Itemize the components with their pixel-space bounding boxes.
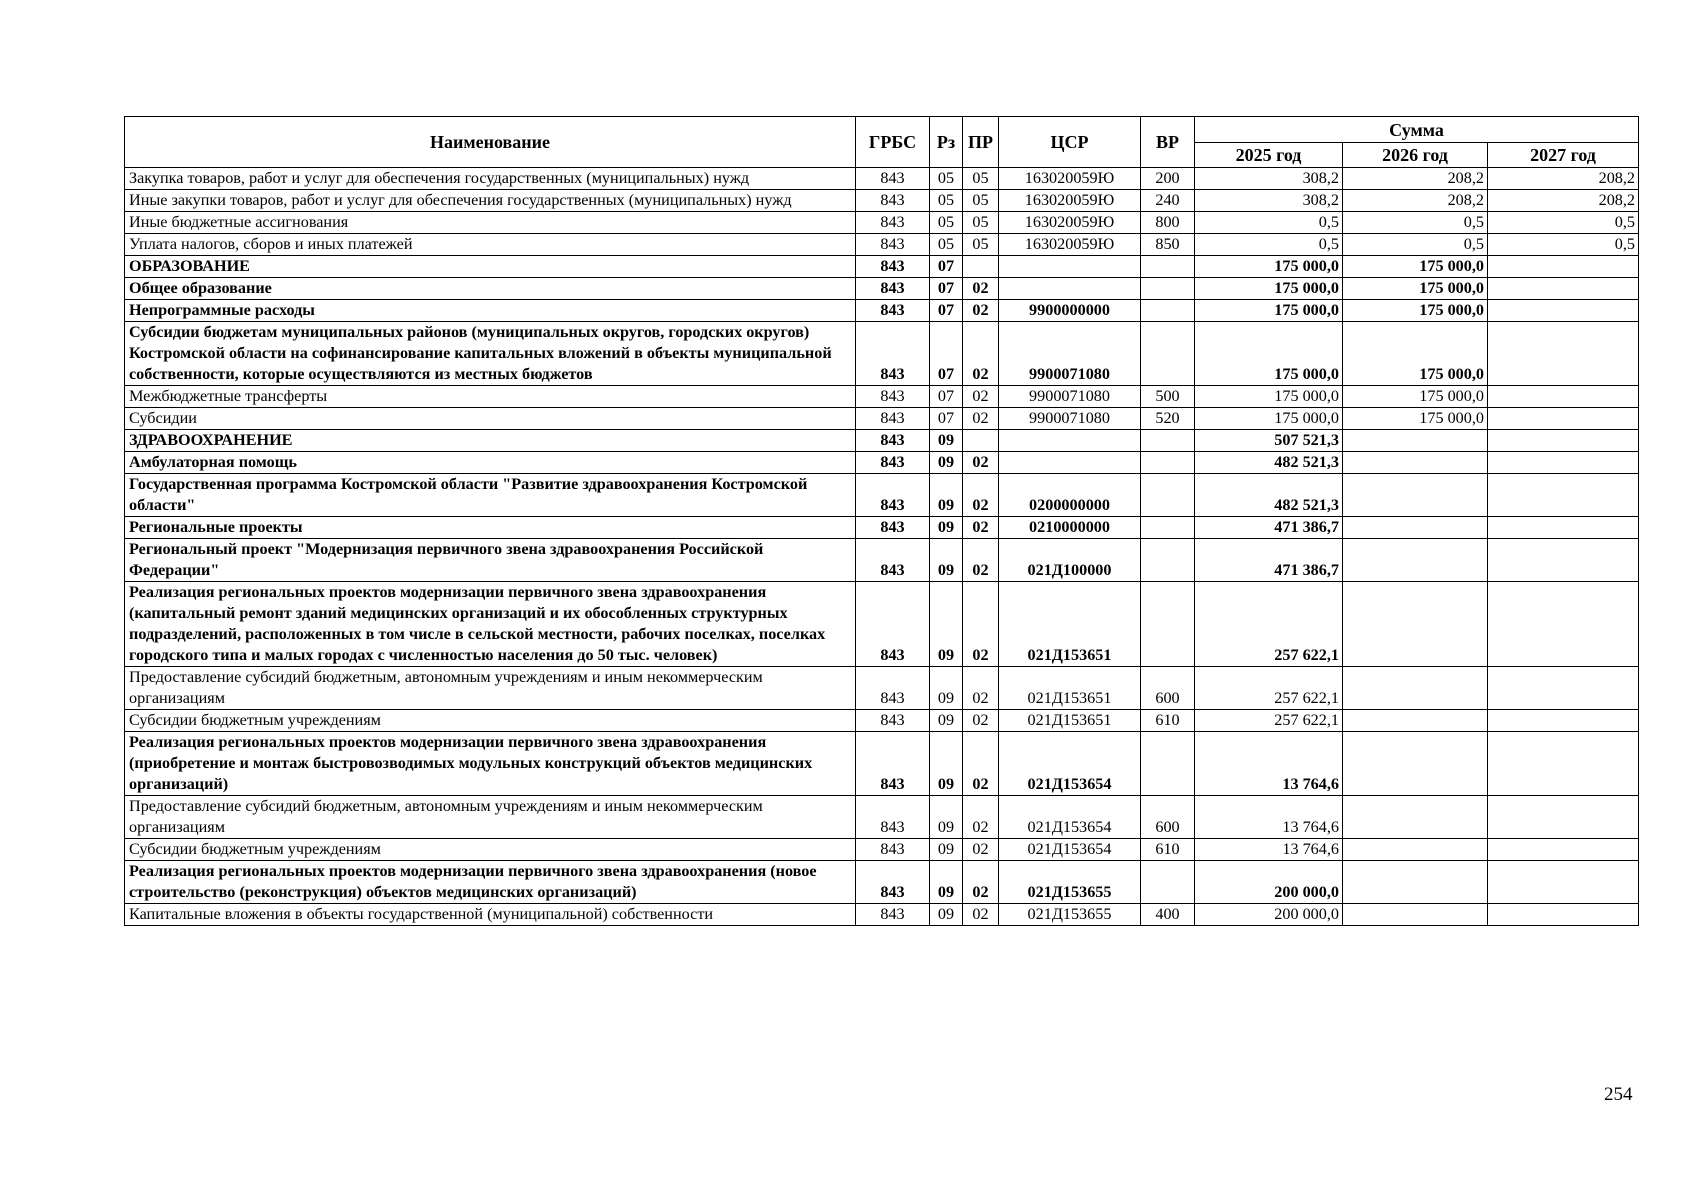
- cell-grbs: 843: [856, 517, 930, 539]
- cell-name: Иные закупки товаров, работ и услуг для обеспечения государственных (муниципальных) нужд: [125, 190, 856, 212]
- cell-pr: 05: [963, 212, 999, 234]
- table-row: [125, 408, 1639, 430]
- cell-csr: 163020059Ю: [999, 168, 1141, 190]
- header-2026: 2026 год: [1343, 143, 1488, 168]
- cell-sum-2026: 175 000,0: [1343, 386, 1488, 408]
- cell-name: Капитальные вложения в объекты государственной (муниципальной) собственности: [125, 904, 856, 926]
- cell-csr: [999, 256, 1141, 278]
- cell-sum-2026: 0,5: [1343, 212, 1488, 234]
- cell-sum-2025: 13 764,6: [1195, 732, 1343, 796]
- table-row: [125, 517, 1639, 539]
- cell-csr: [999, 430, 1141, 452]
- cell-sum-2026: [1343, 732, 1488, 796]
- cell-rz: 09: [930, 539, 963, 582]
- cell-rz: 07: [930, 278, 963, 300]
- cell-grbs: 843: [856, 796, 930, 839]
- cell-csr: 021Д153654: [999, 732, 1141, 796]
- header-pr: ПР: [963, 117, 999, 168]
- cell-sum-2027: [1488, 386, 1639, 408]
- cell-vr: [1141, 582, 1195, 667]
- cell-pr: 02: [963, 278, 999, 300]
- cell-pr: 02: [963, 300, 999, 322]
- cell-name: Субсидии бюджетным учреждениям: [125, 710, 856, 732]
- cell-name: Амбулаторная помощь: [125, 452, 856, 474]
- cell-sum-2025: 471 386,7: [1195, 539, 1343, 582]
- table-row: [125, 190, 1639, 212]
- cell-rz: 09: [930, 474, 963, 517]
- cell-sum-2026: 208,2: [1343, 190, 1488, 212]
- cell-rz: 09: [930, 430, 963, 452]
- cell-rz: 09: [930, 452, 963, 474]
- cell-name: Субсидии: [125, 408, 856, 430]
- cell-rz: 07: [930, 408, 963, 430]
- cell-csr: 021Д100000: [999, 539, 1141, 582]
- cell-name: Государственная программа Костромской области "Развитие здравоохранения Костромской области": [125, 474, 856, 517]
- header-2025: 2025 год: [1195, 143, 1343, 168]
- cell-grbs: 843: [856, 300, 930, 322]
- cell-sum-2026: [1343, 430, 1488, 452]
- table-row: [125, 322, 1639, 386]
- cell-rz: 05: [930, 212, 963, 234]
- cell-vr: 800: [1141, 212, 1195, 234]
- cell-pr: 02: [963, 710, 999, 732]
- cell-sum-2026: [1343, 474, 1488, 517]
- cell-sum-2026: [1343, 667, 1488, 710]
- header-rz: Рз: [930, 117, 963, 168]
- header-grbs: ГРБС: [856, 117, 930, 168]
- cell-grbs: 843: [856, 582, 930, 667]
- cell-vr: 240: [1141, 190, 1195, 212]
- table-row: [125, 212, 1639, 234]
- cell-rz: 07: [930, 300, 963, 322]
- cell-sum-2027: [1488, 322, 1639, 386]
- cell-vr: 610: [1141, 839, 1195, 861]
- cell-sum-2027: [1488, 517, 1639, 539]
- cell-sum-2027: [1488, 278, 1639, 300]
- cell-sum-2026: 175 000,0: [1343, 322, 1488, 386]
- table-row: [125, 732, 1639, 796]
- table-row: [125, 796, 1639, 839]
- table-row: [125, 234, 1639, 256]
- cell-pr: 02: [963, 474, 999, 517]
- cell-csr: 163020059Ю: [999, 212, 1141, 234]
- cell-pr: 02: [963, 517, 999, 539]
- cell-sum-2025: 175 000,0: [1195, 408, 1343, 430]
- table-row: [125, 539, 1639, 582]
- cell-rz: 07: [930, 386, 963, 408]
- cell-sum-2027: [1488, 474, 1639, 517]
- cell-vr: [1141, 452, 1195, 474]
- cell-sum-2025: 200 000,0: [1195, 904, 1343, 926]
- cell-grbs: 843: [856, 839, 930, 861]
- cell-csr: 021Д153655: [999, 904, 1141, 926]
- table-row: [125, 452, 1639, 474]
- cell-pr: 02: [963, 582, 999, 667]
- page-number: 254: [1604, 1084, 1633, 1105]
- cell-sum-2026: [1343, 582, 1488, 667]
- cell-name: Субсидии бюджетам муниципальных районов (муниципальных округов, городских округов) Костромской области на софинансирование капитальных вложений в объекты муниципальной собственности, которые осуществляются из местных бюджетов: [125, 322, 856, 386]
- cell-rz: 05: [930, 234, 963, 256]
- table-row: [125, 710, 1639, 732]
- header-sum: Сумма: [1195, 117, 1639, 143]
- table-row: [125, 839, 1639, 861]
- cell-name: Региональные проекты: [125, 517, 856, 539]
- cell-rz: 09: [930, 839, 963, 861]
- table-row: [125, 168, 1639, 190]
- cell-grbs: 843: [856, 452, 930, 474]
- cell-vr: 850: [1141, 234, 1195, 256]
- cell-sum-2026: [1343, 861, 1488, 904]
- cell-csr: 021Д153651: [999, 710, 1141, 732]
- cell-vr: 400: [1141, 904, 1195, 926]
- cell-name: Закупка товаров, работ и услуг для обеспечения государственных (муниципальных) нужд: [125, 168, 856, 190]
- cell-pr: 02: [963, 839, 999, 861]
- cell-sum-2027: [1488, 539, 1639, 582]
- cell-pr: 02: [963, 408, 999, 430]
- cell-rz: 07: [930, 256, 963, 278]
- cell-csr: 9900000000: [999, 300, 1141, 322]
- cell-sum-2025: 175 000,0: [1195, 300, 1343, 322]
- table-row: [125, 582, 1639, 667]
- cell-vr: [1141, 861, 1195, 904]
- cell-grbs: 843: [856, 430, 930, 452]
- cell-rz: 09: [930, 796, 963, 839]
- cell-rz: 05: [930, 190, 963, 212]
- cell-pr: 02: [963, 667, 999, 710]
- cell-vr: [1141, 517, 1195, 539]
- cell-grbs: 843: [856, 408, 930, 430]
- cell-sum-2025: 200 000,0: [1195, 861, 1343, 904]
- cell-grbs: 843: [856, 904, 930, 926]
- cell-pr: 05: [963, 234, 999, 256]
- cell-csr: 9900071080: [999, 322, 1141, 386]
- cell-sum-2027: [1488, 839, 1639, 861]
- cell-sum-2027: [1488, 667, 1639, 710]
- cell-sum-2027: [1488, 904, 1639, 926]
- cell-sum-2025: 482 521,3: [1195, 474, 1343, 517]
- cell-sum-2026: [1343, 539, 1488, 582]
- header-name: Наименование: [125, 117, 856, 168]
- cell-name: ОБРАЗОВАНИЕ: [125, 256, 856, 278]
- cell-csr: 163020059Ю: [999, 234, 1141, 256]
- cell-sum-2027: [1488, 796, 1639, 839]
- cell-sum-2026: 208,2: [1343, 168, 1488, 190]
- cell-name: Реализация региональных проектов модернизации первичного звена здравоохранения (новое строительство (реконструкция) объектов медицинских организаций): [125, 861, 856, 904]
- cell-name: Межбюджетные трансферты: [125, 386, 856, 408]
- cell-sum-2026: 175 000,0: [1343, 300, 1488, 322]
- cell-vr: 200: [1141, 168, 1195, 190]
- cell-sum-2027: [1488, 430, 1639, 452]
- cell-grbs: 843: [856, 278, 930, 300]
- cell-sum-2026: 175 000,0: [1343, 256, 1488, 278]
- cell-grbs: 843: [856, 168, 930, 190]
- cell-grbs: 843: [856, 234, 930, 256]
- table-row: [125, 904, 1639, 926]
- cell-grbs: 843: [856, 190, 930, 212]
- cell-csr: 021Д153655: [999, 861, 1141, 904]
- cell-pr: [963, 430, 999, 452]
- cell-sum-2027: [1488, 452, 1639, 474]
- cell-sum-2026: 0,5: [1343, 234, 1488, 256]
- cell-rz: 05: [930, 168, 963, 190]
- cell-sum-2025: 175 000,0: [1195, 256, 1343, 278]
- cell-csr: 0210000000: [999, 517, 1141, 539]
- cell-sum-2026: [1343, 839, 1488, 861]
- cell-sum-2025: 471 386,7: [1195, 517, 1343, 539]
- cell-sum-2025: 0,5: [1195, 212, 1343, 234]
- cell-name: Общее образование: [125, 278, 856, 300]
- cell-pr: [963, 256, 999, 278]
- cell-sum-2026: [1343, 796, 1488, 839]
- cell-sum-2027: 0,5: [1488, 212, 1639, 234]
- cell-grbs: 843: [856, 732, 930, 796]
- cell-sum-2027: [1488, 710, 1639, 732]
- cell-vr: [1141, 256, 1195, 278]
- cell-sum-2025: 175 000,0: [1195, 322, 1343, 386]
- cell-sum-2025: 175 000,0: [1195, 278, 1343, 300]
- cell-name: Региональный проект "Модернизация первичного звена здравоохранения Российской Федерации": [125, 539, 856, 582]
- cell-vr: [1141, 278, 1195, 300]
- table-row: [125, 386, 1639, 408]
- cell-sum-2027: 208,2: [1488, 168, 1639, 190]
- table-header: [125, 117, 1639, 168]
- cell-grbs: 843: [856, 667, 930, 710]
- cell-grbs: 843: [856, 861, 930, 904]
- cell-vr: [1141, 539, 1195, 582]
- cell-pr: 02: [963, 386, 999, 408]
- cell-name: Предоставление субсидий бюджетным, автономным учреждениям и иным некоммерческим организациям: [125, 796, 856, 839]
- cell-name: Непрограммные расходы: [125, 300, 856, 322]
- cell-vr: [1141, 430, 1195, 452]
- cell-sum-2027: [1488, 861, 1639, 904]
- cell-rz: 09: [930, 582, 963, 667]
- cell-pr: 02: [963, 539, 999, 582]
- cell-vr: [1141, 732, 1195, 796]
- cell-pr: 05: [963, 190, 999, 212]
- cell-csr: [999, 452, 1141, 474]
- cell-name: Субсидии бюджетным учреждениям: [125, 839, 856, 861]
- cell-sum-2026: 175 000,0: [1343, 408, 1488, 430]
- cell-grbs: 843: [856, 386, 930, 408]
- cell-name: Реализация региональных проектов модернизации первичного звена здравоохранения (капитальный ремонт зданий медицинских организаций и их обособленных структурных подразделений, расположенных в том числе в сельской местности, рабочих поселках, поселках городского типа и малых городах с численностью населения до 50 тыс. человек): [125, 582, 856, 667]
- cell-sum-2027: [1488, 582, 1639, 667]
- cell-sum-2027: [1488, 256, 1639, 278]
- cell-vr: 500: [1141, 386, 1195, 408]
- cell-csr: 021Д153651: [999, 667, 1141, 710]
- header-csr: ЦСР: [999, 117, 1141, 168]
- cell-rz: 07: [930, 322, 963, 386]
- cell-sum-2025: 308,2: [1195, 190, 1343, 212]
- cell-rz: 09: [930, 710, 963, 732]
- table-row: [125, 278, 1639, 300]
- cell-sum-2025: 507 521,3: [1195, 430, 1343, 452]
- cell-name: ЗДРАВООХРАНЕНИЕ: [125, 430, 856, 452]
- table-row: [125, 667, 1639, 710]
- cell-sum-2026: [1343, 452, 1488, 474]
- cell-grbs: 843: [856, 256, 930, 278]
- table-row: [125, 430, 1639, 452]
- cell-sum-2025: 308,2: [1195, 168, 1343, 190]
- cell-sum-2025: 257 622,1: [1195, 710, 1343, 732]
- budget-table: [124, 116, 1639, 926]
- cell-sum-2026: [1343, 904, 1488, 926]
- header-vr: ВР: [1141, 117, 1195, 168]
- cell-pr: 02: [963, 796, 999, 839]
- cell-sum-2025: 13 764,6: [1195, 796, 1343, 839]
- cell-vr: [1141, 474, 1195, 517]
- cell-grbs: 843: [856, 710, 930, 732]
- cell-csr: 021Д153654: [999, 796, 1141, 839]
- cell-csr: 9900071080: [999, 386, 1141, 408]
- table-row: [125, 256, 1639, 278]
- cell-rz: 09: [930, 517, 963, 539]
- cell-name: Предоставление субсидий бюджетным, автономным учреждениям и иным некоммерческим организациям: [125, 667, 856, 710]
- cell-sum-2026: [1343, 710, 1488, 732]
- cell-sum-2025: 175 000,0: [1195, 386, 1343, 408]
- cell-pr: 02: [963, 904, 999, 926]
- cell-vr: [1141, 300, 1195, 322]
- cell-csr: 163020059Ю: [999, 190, 1141, 212]
- table-body: [125, 168, 1639, 926]
- cell-name: Уплата налогов, сборов и иных платежей: [125, 234, 856, 256]
- cell-sum-2027: 0,5: [1488, 234, 1639, 256]
- cell-sum-2025: 0,5: [1195, 234, 1343, 256]
- cell-sum-2027: [1488, 408, 1639, 430]
- cell-rz: 09: [930, 732, 963, 796]
- cell-pr: 02: [963, 322, 999, 386]
- cell-grbs: 843: [856, 539, 930, 582]
- cell-csr: 0200000000: [999, 474, 1141, 517]
- cell-name: Реализация региональных проектов модернизации первичного звена здравоохранения (приобретение и монтаж быстровозводимых модульных конструкций объектов медицинских организаций): [125, 732, 856, 796]
- cell-name: Иные бюджетные ассигнования: [125, 212, 856, 234]
- cell-sum-2027: [1488, 300, 1639, 322]
- cell-csr: 9900071080: [999, 408, 1141, 430]
- cell-rz: 09: [930, 667, 963, 710]
- table-row: [125, 300, 1639, 322]
- table-row: [125, 474, 1639, 517]
- cell-vr: 600: [1141, 667, 1195, 710]
- cell-sum-2025: 257 622,1: [1195, 667, 1343, 710]
- cell-sum-2025: 482 521,3: [1195, 452, 1343, 474]
- cell-csr: 021Д153651: [999, 582, 1141, 667]
- cell-rz: 09: [930, 861, 963, 904]
- cell-sum-2025: 13 764,6: [1195, 839, 1343, 861]
- cell-vr: 520: [1141, 408, 1195, 430]
- cell-pr: 02: [963, 452, 999, 474]
- cell-csr: 021Д153654: [999, 839, 1141, 861]
- cell-grbs: 843: [856, 212, 930, 234]
- cell-vr: 600: [1141, 796, 1195, 839]
- cell-grbs: 843: [856, 322, 930, 386]
- cell-sum-2026: [1343, 517, 1488, 539]
- cell-sum-2026: 175 000,0: [1343, 278, 1488, 300]
- header-2027: 2027 год: [1488, 143, 1639, 168]
- cell-pr: 05: [963, 168, 999, 190]
- cell-pr: 02: [963, 732, 999, 796]
- cell-vr: [1141, 322, 1195, 386]
- cell-vr: 610: [1141, 710, 1195, 732]
- cell-grbs: 843: [856, 474, 930, 517]
- cell-sum-2027: [1488, 732, 1639, 796]
- cell-sum-2025: 257 622,1: [1195, 582, 1343, 667]
- cell-pr: 02: [963, 861, 999, 904]
- cell-csr: [999, 278, 1141, 300]
- table-row: [125, 861, 1639, 904]
- cell-sum-2027: 208,2: [1488, 190, 1639, 212]
- cell-rz: 09: [930, 904, 963, 926]
